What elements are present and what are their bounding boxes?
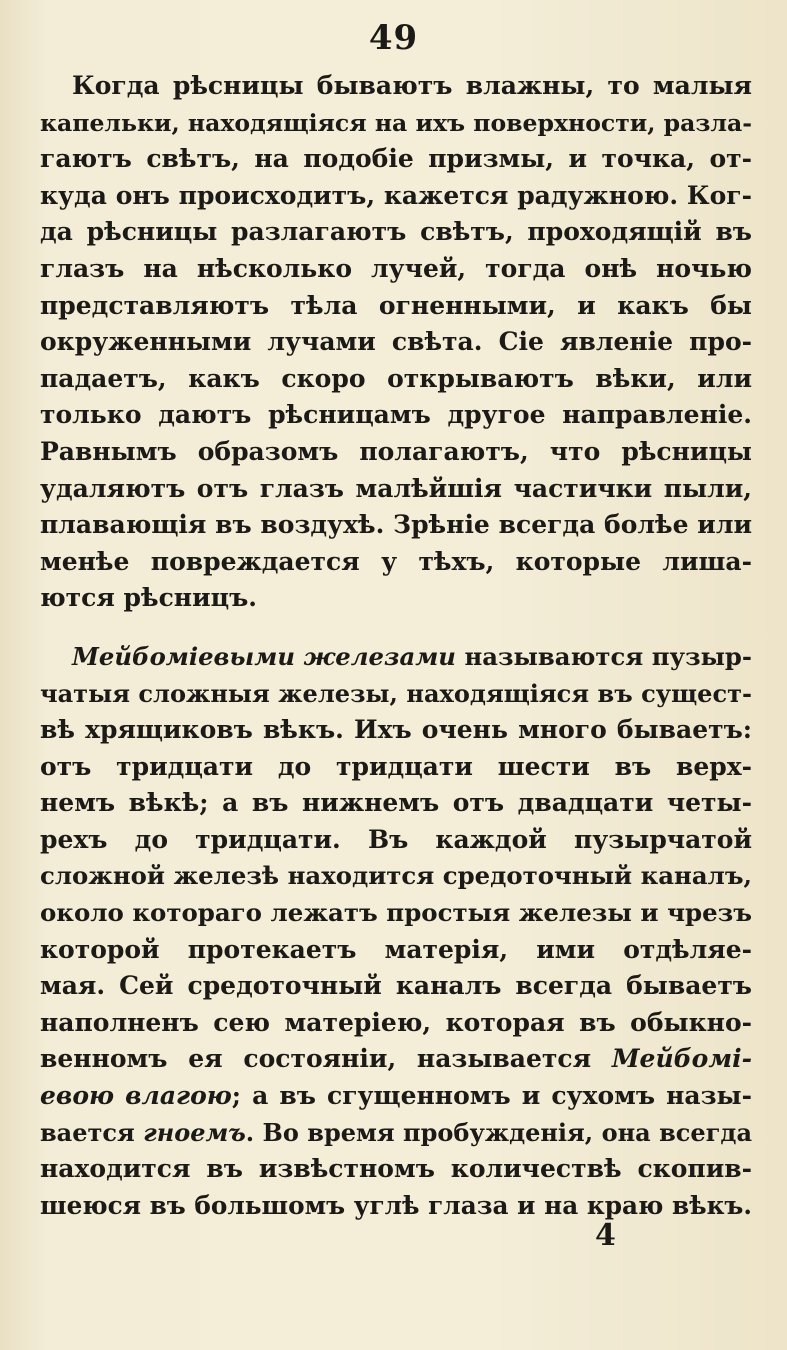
text-line: сложной железѣ находится средоточный каналъ, [40, 861, 752, 891]
text-line: вѣ хрящиковъ вѣкъ. Ихъ очень много бываетъ: [40, 715, 752, 745]
text-line: падаетъ, какъ скоро открываютъ вѣки, или [40, 363, 752, 393]
text-line: капельки, находящіяся на ихъ поверхности, разла- [40, 108, 752, 137]
text-line: удаляютъ отъ глазъ малѣйшія частички пыли, [40, 473, 752, 503]
paragraph-gap [40, 617, 752, 639]
text-line: Мейбоміевыми железами называются пузыр- [72, 641, 752, 671]
italic-term: гноемъ [143, 1117, 246, 1147]
text-line: вается гноемъ. Во время пробужденія, она всегда [40, 1117, 752, 1147]
italic-term: евою влагою [40, 1081, 232, 1111]
text-line: около котораго лежатъ простыя железы и чрезъ [40, 898, 752, 928]
text-line: венномъ ея состояніи, называется Мейбомі- [40, 1044, 752, 1074]
text-line: да рѣсницы разлагаютъ свѣтъ, проходящій въ [40, 217, 752, 247]
text-line: рехъ до тридцати. Въ каждой пузырчатой [40, 824, 752, 854]
signature-mark: 4 [595, 1218, 616, 1253]
text-line: Когда рѣсницы бываютъ влажны, то малыя [72, 71, 752, 100]
text-line: глазъ на нѣсколько лучей, тогда онѣ ночью [40, 253, 752, 283]
text-line: плавающія въ воздухѣ. Зрѣніе всегда болѣе или [40, 510, 752, 540]
paragraph-eyelashes [40, 68, 752, 617]
text-line: Равнымъ образомъ полагаютъ, что рѣсницы [40, 436, 752, 466]
text-line: шеюся въ большомъ углѣ глаза и на краю вѣкъ. [40, 1190, 752, 1220]
text-line: куда онъ происходитъ, кажется радужною. Ког- [40, 180, 752, 210]
text-line: евою влагою; а въ сгущенномъ и сухомъ назы- [40, 1081, 752, 1111]
text-line: наполненъ сею матеріею, которая въ обыкно- [40, 1007, 752, 1037]
paragraph-meibomian-glands [40, 639, 752, 1225]
text-line: окруженными лучами свѣта. Сіе явленіе про- [40, 327, 752, 357]
text-line: ются рѣсницъ. [40, 583, 257, 613]
text-line: находится въ извѣстномъ количествѣ скопив- [40, 1154, 752, 1184]
text-line: которой протекаетъ матерія, ими отдѣляе- [40, 934, 752, 964]
text-line: представляютъ тѣла огненными, и какъ бы [40, 290, 752, 320]
text-line: немъ вѣкѣ; а въ нижнемъ отъ двадцати четы- [40, 788, 752, 818]
italic-term: Мейбоміевыми железами [72, 641, 456, 671]
italic-term: Мейбомі- [611, 1044, 752, 1074]
text-line: чатыя сложныя железы, находящіяся въ сущест- [40, 678, 752, 708]
text-line: только даютъ рѣсницамъ другое направленіе. [40, 400, 752, 430]
page-number: 49 [368, 18, 419, 58]
text-body [40, 68, 752, 1224]
text-line: гаютъ свѣтъ, на подобіе призмы, и точка, от- [40, 144, 752, 174]
text-line: мая. Сей средоточный каналъ всегда бываетъ [40, 971, 752, 1001]
text-line: менѣе повреждается у тѣхъ, которые лиша- [40, 546, 752, 576]
text-line: отъ тридцати до тридцати шести въ верх- [40, 751, 752, 781]
